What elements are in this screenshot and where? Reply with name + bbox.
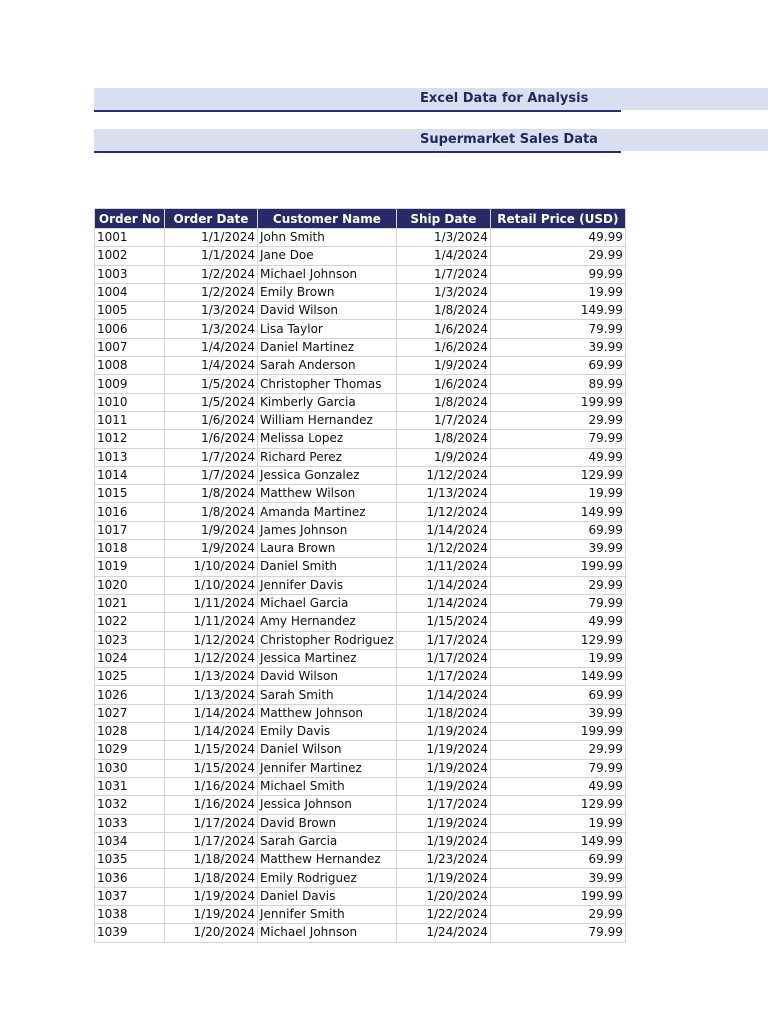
cell-customer-name[interactable]: Matthew Hernandez: [258, 851, 397, 869]
cell-ship-date[interactable]: 1/19/2024: [396, 723, 490, 741]
cell-order-date[interactable]: 1/12/2024: [165, 649, 258, 667]
cell-retail-price[interactable]: 29.99: [490, 411, 625, 429]
cell-customer-name[interactable]: Daniel Martinez: [258, 338, 397, 356]
sales-table: [94, 208, 626, 943]
cell-customer-name[interactable]: Michael Johnson: [258, 265, 397, 283]
cell-ship-date[interactable]: 1/6/2024: [396, 375, 490, 393]
cell-retail-price[interactable]: 39.99: [490, 540, 625, 558]
cell-ship-date[interactable]: 1/17/2024: [396, 631, 490, 649]
table-header-row: [95, 209, 626, 229]
cell-customer-name[interactable]: David Wilson: [258, 668, 397, 686]
header-customer-name[interactable]: Customer Name: [258, 209, 397, 229]
cell-order-no[interactable]: 1017: [95, 521, 165, 539]
cell-ship-date[interactable]: 1/19/2024: [396, 869, 490, 887]
cell-ship-date[interactable]: 1/13/2024: [396, 485, 490, 503]
cell-ship-date[interactable]: 1/6/2024: [396, 320, 490, 338]
cell-order-no[interactable]: 1007: [95, 338, 165, 356]
cell-order-no[interactable]: 1003: [95, 265, 165, 283]
cell-order-no[interactable]: 1015: [95, 485, 165, 503]
table-row: [95, 320, 626, 338]
cell-retail-price[interactable]: 29.99: [490, 905, 625, 923]
cell-order-no[interactable]: 1012: [95, 430, 165, 448]
cell-customer-name[interactable]: Matthew Johnson: [258, 704, 397, 722]
header-retail-price[interactable]: Retail Price (USD): [490, 209, 625, 229]
cell-order-date[interactable]: 1/8/2024: [165, 503, 258, 521]
cell-customer-name[interactable]: Matthew Wilson: [258, 485, 397, 503]
cell-customer-name[interactable]: Emily Rodriguez: [258, 869, 397, 887]
cell-order-date[interactable]: 1/17/2024: [165, 814, 258, 832]
cell-retail-price[interactable]: 29.99: [490, 741, 625, 759]
cell-order-date[interactable]: 1/18/2024: [165, 869, 258, 887]
cell-order-date[interactable]: 1/20/2024: [165, 924, 258, 942]
table-row: [95, 723, 626, 741]
cell-ship-date[interactable]: 1/14/2024: [396, 594, 490, 612]
header-ship-date[interactable]: Ship Date: [396, 209, 490, 229]
cell-retail-price[interactable]: 69.99: [490, 357, 625, 375]
cell-retail-price[interactable]: 79.99: [490, 320, 625, 338]
cell-ship-date[interactable]: 1/19/2024: [396, 832, 490, 850]
cell-customer-name[interactable]: Jessica Gonzalez: [258, 466, 397, 484]
cell-retail-price[interactable]: 79.99: [490, 759, 625, 777]
cell-order-date[interactable]: 1/17/2024: [165, 832, 258, 850]
cell-ship-date[interactable]: 1/12/2024: [396, 540, 490, 558]
cell-customer-name[interactable]: James Johnson: [258, 521, 397, 539]
cell-order-date[interactable]: 1/6/2024: [165, 411, 258, 429]
cell-customer-name[interactable]: Sarah Anderson: [258, 357, 397, 375]
cell-retail-price[interactable]: 129.99: [490, 466, 625, 484]
cell-ship-date[interactable]: 1/4/2024: [396, 247, 490, 265]
cell-retail-price[interactable]: 49.99: [490, 448, 625, 466]
cell-retail-price[interactable]: 79.99: [490, 430, 625, 448]
cell-retail-price[interactable]: 49.99: [490, 613, 625, 631]
table-row: [95, 558, 626, 576]
header-order-no[interactable]: Order No: [95, 209, 165, 229]
header-order-date[interactable]: Order Date: [165, 209, 258, 229]
cell-customer-name[interactable]: Christopher Thomas: [258, 375, 397, 393]
cell-order-date[interactable]: 1/16/2024: [165, 796, 258, 814]
cell-ship-date[interactable]: 1/17/2024: [396, 668, 490, 686]
cell-retail-price[interactable]: 99.99: [490, 265, 625, 283]
cell-order-no[interactable]: 1029: [95, 741, 165, 759]
cell-retail-price[interactable]: 29.99: [490, 576, 625, 594]
cell-order-date[interactable]: 1/18/2024: [165, 851, 258, 869]
cell-order-no[interactable]: 1016: [95, 503, 165, 521]
cell-customer-name[interactable]: David Brown: [258, 814, 397, 832]
cell-customer-name[interactable]: Lisa Taylor: [258, 320, 397, 338]
table-row: [95, 247, 626, 265]
cell-ship-date[interactable]: 1/6/2024: [396, 338, 490, 356]
cell-order-no[interactable]: 1005: [95, 302, 165, 320]
cell-retail-price[interactable]: 39.99: [490, 869, 625, 887]
cell-ship-date[interactable]: 1/12/2024: [396, 466, 490, 484]
cell-customer-name[interactable]: John Smith: [258, 229, 397, 247]
cell-order-no[interactable]: 1024: [95, 649, 165, 667]
cell-order-date[interactable]: 1/15/2024: [165, 741, 258, 759]
cell-retail-price[interactable]: 149.99: [490, 503, 625, 521]
cell-ship-date[interactable]: 1/19/2024: [396, 777, 490, 795]
cell-order-no[interactable]: 1002: [95, 247, 165, 265]
cell-retail-price[interactable]: 69.99: [490, 851, 625, 869]
cell-order-no[interactable]: 1027: [95, 704, 165, 722]
cell-customer-name[interactable]: Michael Johnson: [258, 924, 397, 942]
cell-order-date[interactable]: 1/4/2024: [165, 357, 258, 375]
cell-ship-date[interactable]: 1/7/2024: [396, 265, 490, 283]
table-row: [95, 814, 626, 832]
cell-order-date[interactable]: 1/4/2024: [165, 338, 258, 356]
cell-retail-price[interactable]: 29.99: [490, 247, 625, 265]
cell-order-no[interactable]: 1004: [95, 283, 165, 301]
cell-customer-name[interactable]: Kimberly Garcia: [258, 393, 397, 411]
cell-retail-price[interactable]: 149.99: [490, 302, 625, 320]
table-row: [95, 503, 626, 521]
cell-order-no[interactable]: 1014: [95, 466, 165, 484]
cell-customer-name[interactable]: Michael Garcia: [258, 594, 397, 612]
cell-customer-name[interactable]: David Wilson: [258, 302, 397, 320]
cell-retail-price[interactable]: 149.99: [490, 832, 625, 850]
cell-retail-price[interactable]: 19.99: [490, 814, 625, 832]
cell-order-date[interactable]: 1/2/2024: [165, 265, 258, 283]
cell-retail-price[interactable]: 79.99: [490, 924, 625, 942]
cell-order-no[interactable]: 1001: [95, 229, 165, 247]
cell-ship-date[interactable]: 1/11/2024: [396, 558, 490, 576]
table-row: [95, 283, 626, 301]
cell-ship-date[interactable]: 1/12/2024: [396, 503, 490, 521]
cell-order-date[interactable]: 1/11/2024: [165, 594, 258, 612]
subtitle-underline: [94, 151, 621, 153]
cell-order-no[interactable]: 1009: [95, 375, 165, 393]
cell-order-date[interactable]: 1/7/2024: [165, 466, 258, 484]
cell-order-date[interactable]: 1/1/2024: [165, 229, 258, 247]
cell-order-no[interactable]: 1037: [95, 887, 165, 905]
cell-ship-date[interactable]: 1/19/2024: [396, 741, 490, 759]
cell-ship-date[interactable]: 1/23/2024: [396, 851, 490, 869]
cell-order-date[interactable]: 1/3/2024: [165, 302, 258, 320]
cell-ship-date[interactable]: 1/8/2024: [396, 393, 490, 411]
table-row: [95, 485, 626, 503]
table-row: [95, 741, 626, 759]
cell-order-no[interactable]: 1038: [95, 905, 165, 923]
table-row: [95, 649, 626, 667]
cell-customer-name[interactable]: Sarah Garcia: [258, 832, 397, 850]
table-row: [95, 905, 626, 923]
cell-order-date[interactable]: 1/2/2024: [165, 283, 258, 301]
table-row: [95, 540, 626, 558]
cell-order-no[interactable]: 1013: [95, 448, 165, 466]
cell-retail-price[interactable]: 149.99: [490, 668, 625, 686]
table-row: [95, 357, 626, 375]
table-row: [95, 851, 626, 869]
cell-order-no[interactable]: 1025: [95, 668, 165, 686]
cell-order-date[interactable]: 1/6/2024: [165, 430, 258, 448]
table-row: [95, 448, 626, 466]
cell-retail-price[interactable]: 69.99: [490, 686, 625, 704]
cell-retail-price[interactable]: 39.99: [490, 704, 625, 722]
cell-ship-date[interactable]: 1/19/2024: [396, 814, 490, 832]
cell-ship-date[interactable]: 1/9/2024: [396, 448, 490, 466]
cell-ship-date[interactable]: 1/14/2024: [396, 686, 490, 704]
cell-retail-price[interactable]: 79.99: [490, 594, 625, 612]
cell-retail-price[interactable]: 49.99: [490, 777, 625, 795]
cell-customer-name[interactable]: Daniel Davis: [258, 887, 397, 905]
cell-customer-name[interactable]: Jennifer Smith: [258, 905, 397, 923]
page-subtitle: Supermarket Sales Data: [420, 132, 598, 147]
cell-ship-date[interactable]: 1/17/2024: [396, 796, 490, 814]
table-row: [95, 302, 626, 320]
cell-order-no[interactable]: 1018: [95, 540, 165, 558]
cell-order-no[interactable]: 1011: [95, 411, 165, 429]
cell-customer-name[interactable]: Jane Doe: [258, 247, 397, 265]
cell-order-date[interactable]: 1/14/2024: [165, 723, 258, 741]
cell-customer-name[interactable]: Emily Brown: [258, 283, 397, 301]
cell-customer-name[interactable]: Amy Hernandez: [258, 613, 397, 631]
table-row: [95, 338, 626, 356]
cell-retail-price[interactable]: 49.99: [490, 229, 625, 247]
cell-order-date[interactable]: 1/11/2024: [165, 613, 258, 631]
cell-order-no[interactable]: 1026: [95, 686, 165, 704]
table-row: [95, 686, 626, 704]
cell-order-date[interactable]: 1/9/2024: [165, 540, 258, 558]
cell-order-no[interactable]: 1008: [95, 357, 165, 375]
cell-ship-date[interactable]: 1/22/2024: [396, 905, 490, 923]
cell-order-date[interactable]: 1/10/2024: [165, 576, 258, 594]
cell-ship-date[interactable]: 1/7/2024: [396, 411, 490, 429]
cell-order-date[interactable]: 1/15/2024: [165, 759, 258, 777]
cell-customer-name[interactable]: Daniel Smith: [258, 558, 397, 576]
cell-order-date[interactable]: 1/5/2024: [165, 375, 258, 393]
cell-customer-name[interactable]: Jennifer Martinez: [258, 759, 397, 777]
cell-order-no[interactable]: 1019: [95, 558, 165, 576]
table-row: [95, 411, 626, 429]
cell-customer-name[interactable]: Michael Smith: [258, 777, 397, 795]
table-row: [95, 924, 626, 942]
cell-ship-date[interactable]: 1/14/2024: [396, 576, 490, 594]
cell-order-no[interactable]: 1032: [95, 796, 165, 814]
table-row: [95, 466, 626, 484]
table-row: [95, 265, 626, 283]
cell-customer-name[interactable]: William Hernandez: [258, 411, 397, 429]
cell-order-no[interactable]: 1039: [95, 924, 165, 942]
table-row: [95, 576, 626, 594]
table-row: [95, 668, 626, 686]
cell-ship-date[interactable]: 1/15/2024: [396, 613, 490, 631]
cell-order-no[interactable]: 1023: [95, 631, 165, 649]
cell-order-no[interactable]: 1031: [95, 777, 165, 795]
table-row: [95, 430, 626, 448]
cell-order-no[interactable]: 1021: [95, 594, 165, 612]
cell-ship-date[interactable]: 1/14/2024: [396, 521, 490, 539]
cell-order-no[interactable]: 1036: [95, 869, 165, 887]
cell-customer-name[interactable]: Laura Brown: [258, 540, 397, 558]
cell-customer-name[interactable]: Amanda Martinez: [258, 503, 397, 521]
table-row: [95, 704, 626, 722]
table-row: [95, 229, 626, 247]
table-row: [95, 521, 626, 539]
cell-order-date[interactable]: 1/13/2024: [165, 668, 258, 686]
cell-order-date[interactable]: 1/19/2024: [165, 905, 258, 923]
table-row: [95, 613, 626, 631]
table-row: [95, 887, 626, 905]
cell-ship-date[interactable]: 1/18/2024: [396, 704, 490, 722]
cell-retail-price[interactable]: 129.99: [490, 631, 625, 649]
cell-order-date[interactable]: 1/16/2024: [165, 777, 258, 795]
cell-customer-name[interactable]: Sarah Smith: [258, 686, 397, 704]
cell-ship-date[interactable]: 1/3/2024: [396, 229, 490, 247]
cell-retail-price[interactable]: 199.99: [490, 887, 625, 905]
table-row: [95, 594, 626, 612]
cell-retail-price[interactable]: 129.99: [490, 796, 625, 814]
cell-order-date[interactable]: 1/3/2024: [165, 320, 258, 338]
cell-order-date[interactable]: 1/13/2024: [165, 686, 258, 704]
cell-retail-price[interactable]: 19.99: [490, 485, 625, 503]
cell-order-date[interactable]: 1/1/2024: [165, 247, 258, 265]
cell-customer-name[interactable]: Emily Davis: [258, 723, 397, 741]
cell-order-date[interactable]: 1/5/2024: [165, 393, 258, 411]
table-row: [95, 375, 626, 393]
cell-ship-date[interactable]: 1/19/2024: [396, 759, 490, 777]
cell-ship-date[interactable]: 1/3/2024: [396, 283, 490, 301]
cell-order-date[interactable]: 1/9/2024: [165, 521, 258, 539]
cell-order-date[interactable]: 1/12/2024: [165, 631, 258, 649]
cell-ship-date[interactable]: 1/20/2024: [396, 887, 490, 905]
table-row: [95, 832, 626, 850]
cell-retail-price[interactable]: 19.99: [490, 649, 625, 667]
cell-order-no[interactable]: 1028: [95, 723, 165, 741]
cell-order-no[interactable]: 1010: [95, 393, 165, 411]
cell-retail-price[interactable]: 199.99: [490, 393, 625, 411]
title-underline: [94, 110, 621, 112]
cell-customer-name[interactable]: Richard Perez: [258, 448, 397, 466]
cell-order-date[interactable]: 1/7/2024: [165, 448, 258, 466]
cell-customer-name[interactable]: Jessica Martinez: [258, 649, 397, 667]
table-row: [95, 869, 626, 887]
cell-retail-price[interactable]: 39.99: [490, 338, 625, 356]
cell-order-date[interactable]: 1/8/2024: [165, 485, 258, 503]
cell-ship-date[interactable]: 1/9/2024: [396, 357, 490, 375]
table-body: [95, 229, 626, 943]
cell-retail-price[interactable]: 19.99: [490, 283, 625, 301]
cell-order-no[interactable]: 1020: [95, 576, 165, 594]
table-row: [95, 631, 626, 649]
cell-order-date[interactable]: 1/19/2024: [165, 887, 258, 905]
cell-order-no[interactable]: 1034: [95, 832, 165, 850]
cell-order-no[interactable]: 1030: [95, 759, 165, 777]
cell-retail-price[interactable]: 89.99: [490, 375, 625, 393]
cell-customer-name[interactable]: Jessica Johnson: [258, 796, 397, 814]
page-title: Excel Data for Analysis: [420, 91, 589, 106]
cell-customer-name[interactable]: Jennifer Davis: [258, 576, 397, 594]
cell-ship-date[interactable]: 1/8/2024: [396, 302, 490, 320]
cell-retail-price[interactable]: 199.99: [490, 723, 625, 741]
table-row: [95, 759, 626, 777]
cell-customer-name[interactable]: Christopher Rodriguez: [258, 631, 397, 649]
cell-retail-price[interactable]: 69.99: [490, 521, 625, 539]
cell-order-date[interactable]: 1/10/2024: [165, 558, 258, 576]
cell-order-no[interactable]: 1022: [95, 613, 165, 631]
table-row: [95, 777, 626, 795]
cell-ship-date[interactable]: 1/8/2024: [396, 430, 490, 448]
cell-order-date[interactable]: 1/14/2024: [165, 704, 258, 722]
cell-order-no[interactable]: 1035: [95, 851, 165, 869]
cell-customer-name[interactable]: Melissa Lopez: [258, 430, 397, 448]
table-row: [95, 393, 626, 411]
cell-order-no[interactable]: 1006: [95, 320, 165, 338]
cell-retail-price[interactable]: 199.99: [490, 558, 625, 576]
cell-ship-date[interactable]: 1/17/2024: [396, 649, 490, 667]
cell-customer-name[interactable]: Daniel Wilson: [258, 741, 397, 759]
cell-order-no[interactable]: 1033: [95, 814, 165, 832]
cell-ship-date[interactable]: 1/24/2024: [396, 924, 490, 942]
table-row: [95, 796, 626, 814]
